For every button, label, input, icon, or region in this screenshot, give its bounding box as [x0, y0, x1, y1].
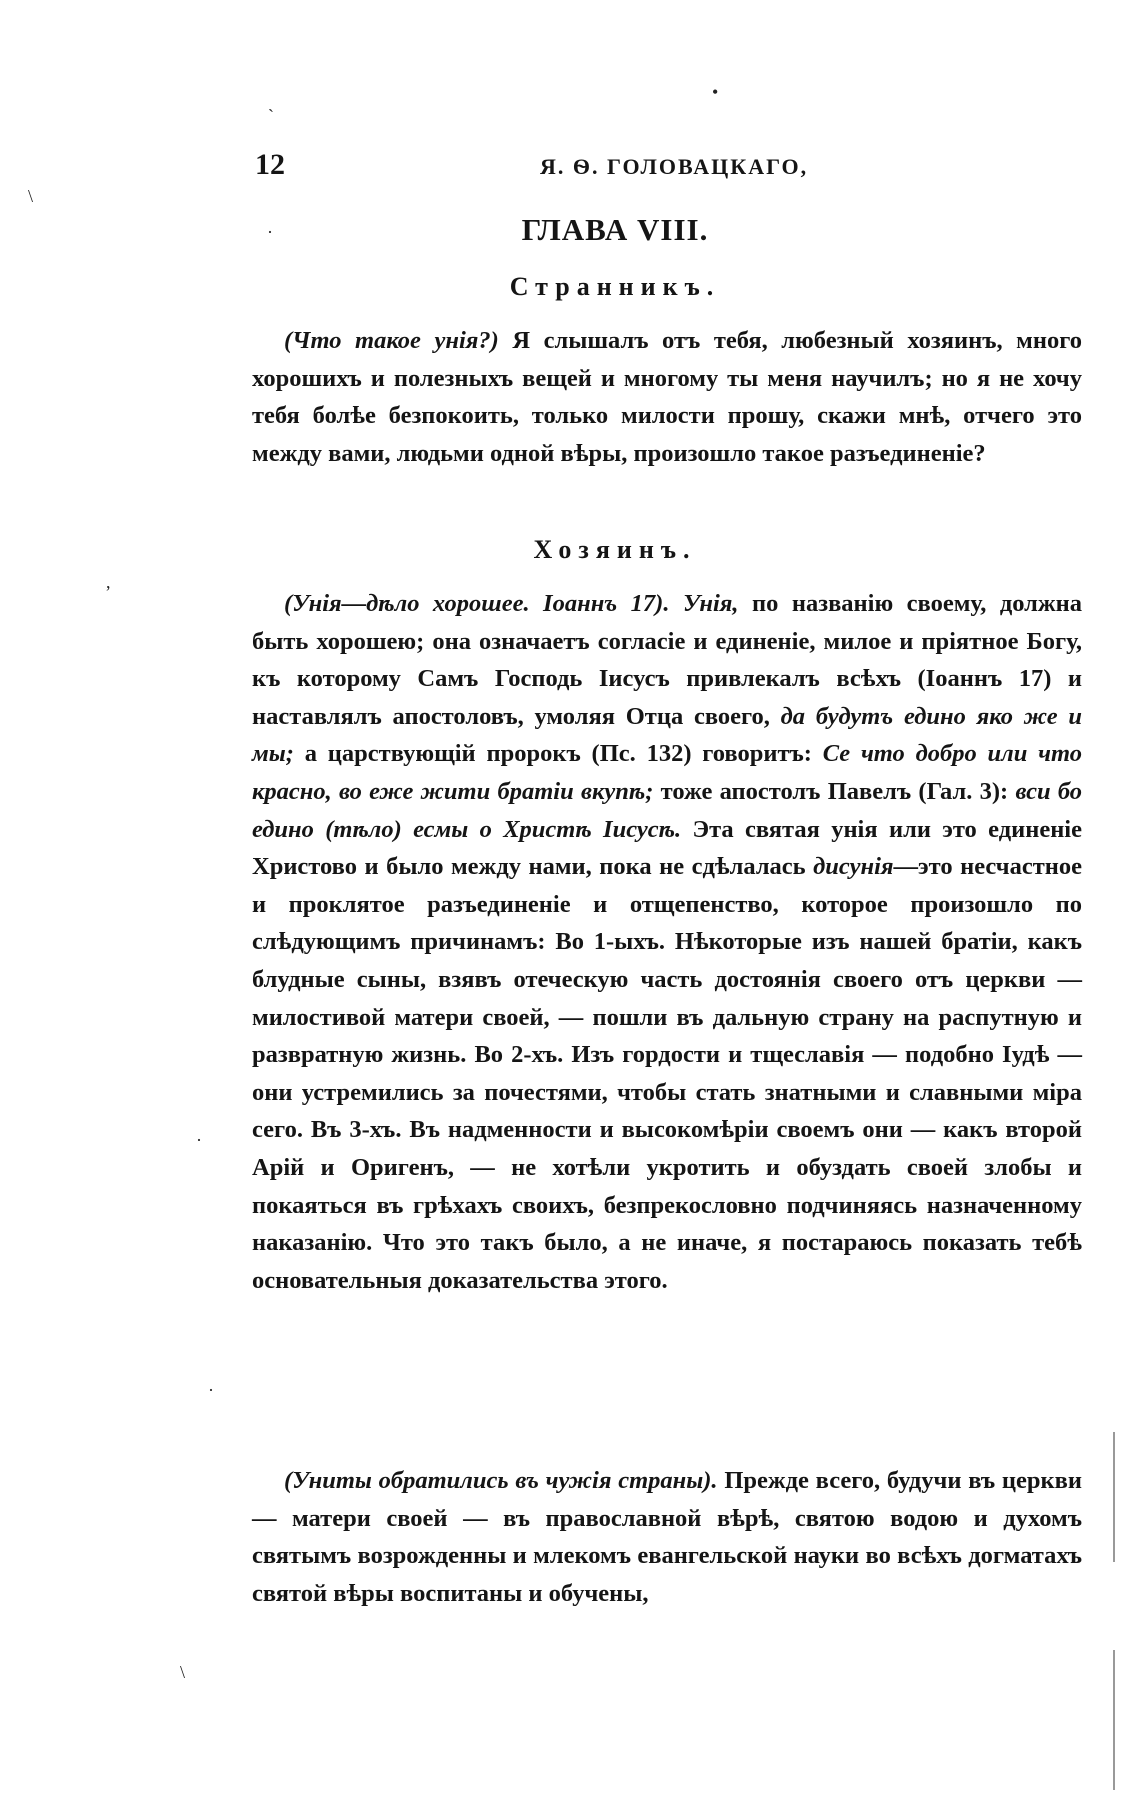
paragraph-1 — [252, 322, 1082, 472]
scan-speck: ˏ — [268, 92, 274, 112]
paragraph-2-text-3: тоже апостолъ Павелъ (Гал. 3): — [653, 777, 1016, 805]
paragraph-2-em-2: да будутъ едино яко же и мы; — [252, 702, 1082, 768]
paragraph-2-text-2: а царствующій пророкъ (Пс. 132) говоритъ: — [293, 740, 823, 768]
paragraph-2-em-4: вси бо едино (тѣло) есмы о Христѣ Іисусѣ. — [252, 777, 1083, 843]
chapter-title: ГЛАВА VIII. — [521, 212, 709, 247]
running-head: Я. Ѳ. ГОЛОВАЦКАГО, — [540, 154, 809, 179]
paragraph-2-text-1: по названію своему, должна быть хорошею; она означаетъ согласіе и единеніе, милое и пріятное Богу, къ которому Самъ Господь Іисусъ привлекалъ всѣхъ (Іоаннъ 17) и наставлялъ апостоловъ, умоляя Отца своего, — [252, 590, 1083, 730]
scan-speck: · — [267, 222, 273, 242]
scan-edge-line — [1113, 1432, 1115, 1562]
paragraph-3 — [252, 1462, 1082, 1612]
scan-speck: • — [712, 82, 719, 102]
paragraph-2-em-5: дисунія — [813, 853, 894, 881]
paragraph-2-em-3: Се что добро или что красно, во еже жити братіи вкупѣ; — [252, 740, 1082, 805]
paragraph-2 — [252, 585, 1082, 1299]
paragraph-2-em-1: Унія, — [669, 590, 739, 617]
paragraph-3-text: Прежде всего, будучи въ церкви — матери своей — въ православной вѣрѣ, святою водою и духомъ святымъ возрожденны и млекомъ евангельской науки во всѣхъ догматахъ святой вѣры воспитаны и обучены, — [252, 1467, 1082, 1607]
scan-speck: · — [208, 1380, 214, 1400]
scan-speck: \ — [28, 186, 34, 206]
page-header — [255, 148, 815, 188]
paragraph-2-text-5: —это несчастное и проклятое разъединеніе и отщепенство, которое произошло по слѣдующимъ причинамъ: Во 1-ыхъ. Нѣкоторые изъ нашей братіи, какъ блудные сыны, взявъ отеческую часть достоянія своего отъ церкви — милостивой матери своей, — пошли въ дальную страну на распутную и развратную жизнь. Во 2-хъ. Изъ гордости и тщеславія — подобно Іудѣ — они устремились за почестями, чтобы стать знатными и славными міра сего. Въ 3-хъ. Въ надменности и высокомѣріи своемъ они — какъ второй Арій и Оригенъ, — не хотѣли укротить и обуздать своей злобы и покаяться въ грѣхахъ своихъ, безпрекословно подчиняясь назначенному наказанію. Что это такъ было, а не иначе, я постараюсь показать тебѣ основательныя доказательства этого. — [252, 853, 1082, 1294]
speaker-heading-wanderer: Странникъ. — [509, 272, 721, 301]
speaker-heading-host: Хозяинъ. — [533, 535, 697, 564]
scan-speck: \ — [180, 1662, 186, 1682]
page-number: 12 — [255, 148, 285, 181]
paragraph-2-text-4: Эта святая унія или это единеніе Христово и было между нами, пока не сдѣлалась — [252, 815, 1082, 881]
paragraph-2-lead: (Унія—дѣло хорошее. Іоаннъ 17). — [284, 590, 670, 617]
paragraph-1-text: Я слышалъ отъ тебя, любезный хозяинъ, много хорошихъ и полезныхъ вещей и многому ты меня научилъ; но я не хочу тебя болѣе безпокоить, только милости прошу, скажи мнѣ, отчего это между вами, людьми одной вѣры, произошло такое разъединеніе? — [252, 327, 1082, 467]
scan-speck: · — [196, 1130, 202, 1150]
paragraph-1-lead: (Что такое унія?) — [284, 327, 499, 354]
paragraph-3-lead: (Униты обратились въ чужія страны). — [284, 1467, 718, 1494]
scan-speck: , — [106, 572, 111, 592]
scan-edge-line — [1113, 1650, 1115, 1790]
